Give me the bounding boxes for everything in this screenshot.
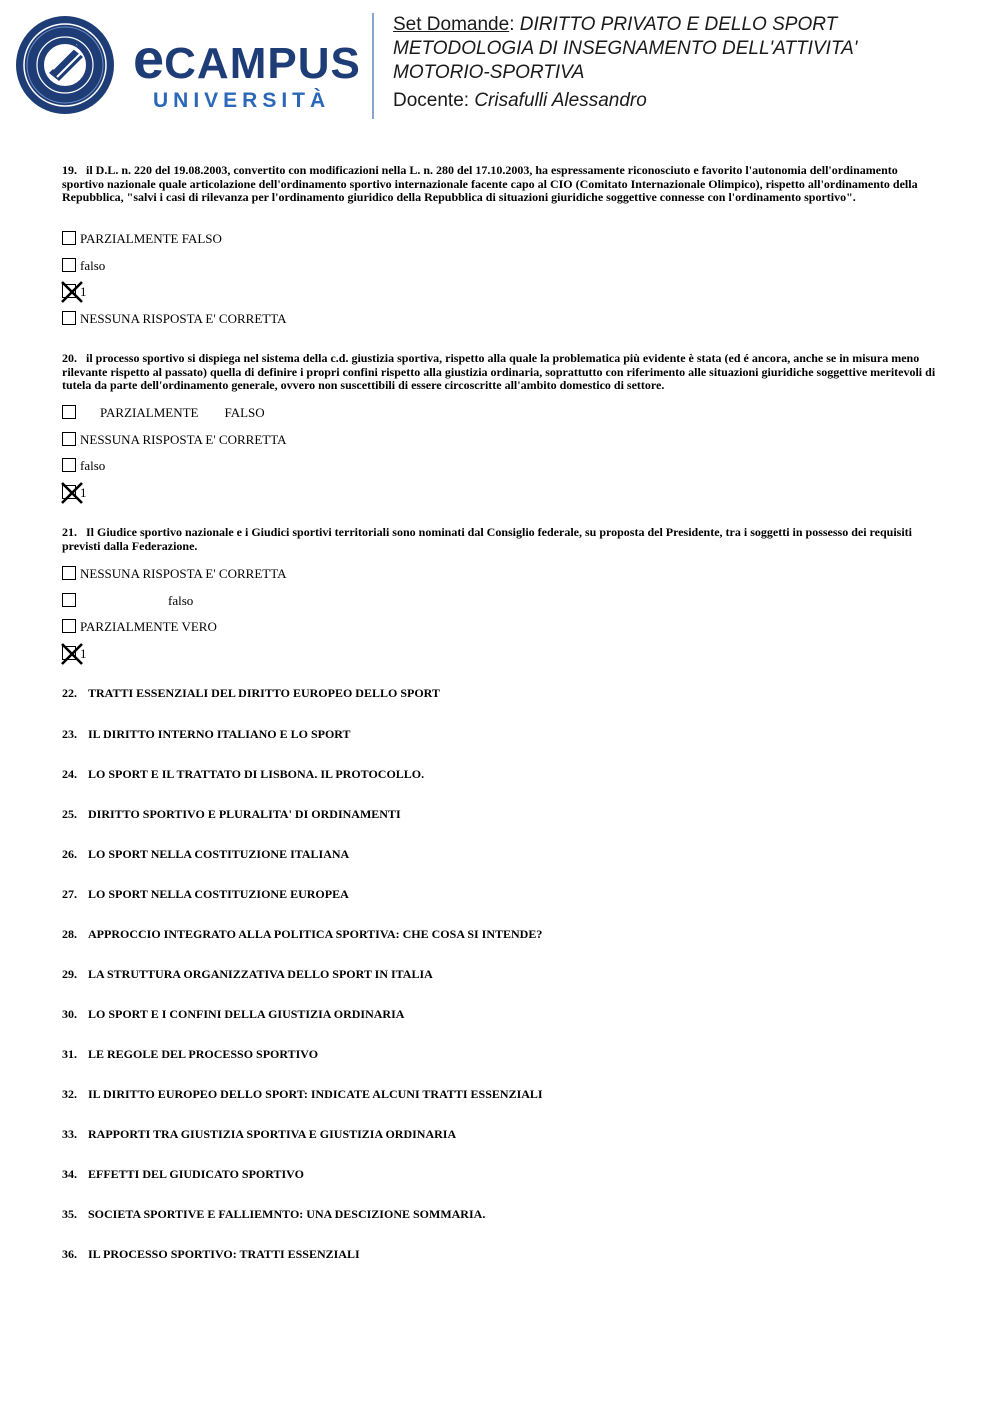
topic-text: LO SPORT E I CONFINI DELLA GIUSTIZIA ORDINARIA [88, 1007, 405, 1021]
docente-row [393, 89, 993, 113]
topic-number: 34. [62, 1167, 77, 1181]
topic-text: APPROCCIO INTEGRATO ALLA POLITICA SPORTIVA: CHE COSA SI INTENDE? [88, 927, 543, 941]
topic-text: SOCIETA SPORTIVE E FALLIEMNTO: UNA DESCIZIONE SOMMARIA. [88, 1207, 486, 1221]
brand-name [133, 27, 361, 90]
topic-number: 33. [62, 1127, 77, 1141]
topic-item [62, 1047, 318, 1061]
topic-number: 29. [62, 967, 77, 981]
topic-item [62, 967, 433, 981]
topic-item [62, 1087, 543, 1101]
course-title-1: METODOLOGIA DI INSEGNAMENTO DELL'ATTIVITA' [393, 38, 858, 59]
question-number: 19. [62, 163, 77, 177]
set-colon: : [509, 14, 515, 35]
option-label: 1 [80, 485, 87, 500]
option-label: NESSUNA RISPOSTA E' CORRETTA [80, 432, 287, 447]
option-label: falso [168, 593, 194, 608]
topic-item [62, 1207, 485, 1221]
brand-subtitle: UNIVERSITÀ [153, 89, 331, 112]
question-text: il processo sportivo si dispiega nel sistema della c.d. giustizia sportiva, rispetto alla quale la problematica più evidente è stata (ed é ancora, anche se in misura meno rilevante rispetto al passato) quella di definire i propri confini rispetto alla giustizia ordinaria, soprattutto con riferimento alle situazioni giuridiche soggettive meritevoli di tutela da parte dell'ordinamento generale, ovvero non suscettibili di essere circoscritte all'ambito domestico di settore. [62, 351, 936, 393]
question-21 [62, 526, 942, 553]
option-label: NESSUNA RISPOSTA E' CORRETTA [80, 311, 287, 326]
topic-number: 24. [62, 767, 77, 781]
option-label: PARZIALMENTE FALSO [80, 231, 222, 246]
checkbox[interactable] [62, 593, 76, 607]
checkbox[interactable] [62, 566, 76, 580]
topic-text: IL PROCESSO SPORTIVO: TRATTI ESSENZIALI [88, 1247, 360, 1261]
question-text: Il Giudice sportivo nazionale e i Giudici sportivi territoriali sono nominati dal Consiglio federale, su proposta del Presidente, tra i soggetti in possesso dei requisiti previsti dalla Federazione. [62, 525, 913, 553]
checkbox[interactable] [62, 405, 76, 419]
set-label: Set Domande [393, 14, 510, 35]
topic-number: 30. [62, 1007, 77, 1021]
topic-item [62, 887, 349, 901]
checkbox[interactable] [62, 619, 76, 633]
topic-text: IL DIRITTO EUROPEO DELLO SPORT: INDICATE ALCUNI TRATTI ESSENZIALI [88, 1087, 543, 1101]
topic-text: LO SPORT NELLA COSTITUZIONE ITALIANA [88, 847, 350, 861]
topic-text: TRATTI ESSENZIALI DEL DIRITTO EUROPEO DELLO SPORT [88, 686, 440, 700]
topic-item [62, 807, 401, 821]
course-title-2: MOTORIO-SPORTIVA [393, 62, 585, 83]
topic-text: LA STRUTTURA ORGANIZZATIVA DELLO SPORT IN ITALIA [88, 967, 433, 981]
topic-text: RAPPORTI TRA GIUSTIZIA SPORTIVA E GIUSTIZIA ORDINARIA [88, 1127, 457, 1141]
topic-item [62, 686, 440, 700]
option-label: 1 [80, 284, 87, 299]
question-number: 21. [62, 525, 77, 539]
topic-number: 31. [62, 1047, 77, 1061]
brand-rest: CAMPUS [164, 39, 361, 88]
checkbox[interactable] [62, 258, 76, 272]
option-label: 1 [80, 646, 87, 661]
option-label: falso [80, 458, 106, 473]
topic-number: 25. [62, 807, 77, 821]
course-line-1 [393, 37, 993, 61]
ecampus-logo [15, 15, 360, 115]
topic-item [62, 1167, 304, 1181]
question-19 [62, 164, 942, 205]
docente-name: Crisafulli Alessandro [474, 90, 647, 111]
topic-number: 27. [62, 887, 77, 901]
topic-text: EFFETTI DEL GIUDICATO SPORTIVO [88, 1167, 304, 1181]
university-emblem-icon [15, 15, 115, 115]
option-label: PARZIALMENTE VERO [80, 619, 217, 634]
course-line-2 [393, 61, 993, 85]
topic-number: 28. [62, 927, 77, 941]
checkbox[interactable] [62, 311, 76, 325]
topic-item [62, 767, 424, 781]
topic-text: LO SPORT E IL TRATTATO DI LISBONA. IL PROTOCOLLO. [88, 767, 425, 781]
topic-item [62, 847, 349, 861]
checkbox[interactable] [62, 458, 76, 472]
set-title-row [393, 13, 993, 37]
topic-number: 23. [62, 727, 77, 741]
header-divider [372, 13, 374, 119]
topic-text: DIRITTO SPORTIVO E PLURALITA' DI ORDINAMENTI [88, 807, 401, 821]
topic-number: 22. [62, 686, 77, 700]
topic-number: 26. [62, 847, 77, 861]
topic-item [62, 927, 542, 941]
option-label: NESSUNA RISPOSTA E' CORRETTA [80, 566, 287, 581]
topic-number: 32. [62, 1087, 77, 1101]
topic-number: 35. [62, 1207, 77, 1221]
topic-item [62, 1127, 456, 1141]
topic-number: 36. [62, 1247, 77, 1261]
question-text: il D.L. n. 220 del 19.08.2003, convertito con modificazioni nella L. n. 280 del 17.10.2003, ha espressamente riconosciuto e favorito l'autonomia dell'ordinamento sportivo nazionale quale articolazione dell'ordinamento sportivo internazionale facente capo al CIO (Comitato Internazionale Olimpico), rispetto all'ordinamento della Repubblica, "salvi i casi di rilevanza per l'ordinamento giuridico della Repubblica di situazioni giuridiche soggettive connesse con l'ordinamento sportivo". [62, 163, 918, 205]
brand-letter: e [133, 27, 165, 90]
topic-text: IL DIRITTO INTERNO ITALIANO E LO SPORT [88, 727, 351, 741]
topic-text: LO SPORT NELLA COSTITUZIONE EUROPEA [88, 887, 349, 901]
topic-item [62, 1007, 404, 1021]
topic-item [62, 727, 351, 741]
question-number: 20. [62, 351, 77, 365]
set-title: DIRITTO PRIVATO E DELLO SPORT [519, 14, 838, 35]
topic-text: LE REGOLE DEL PROCESSO SPORTIVO [88, 1047, 319, 1061]
docente-label: Docente: [393, 90, 470, 111]
checkbox[interactable] [62, 432, 76, 446]
document-header [393, 13, 993, 113]
topic-item [62, 1247, 360, 1261]
checkbox[interactable] [62, 231, 76, 245]
option-label: PARZIALMENTE FALSO [100, 405, 265, 420]
option-label: falso [80, 258, 106, 273]
question-20 [62, 352, 942, 393]
